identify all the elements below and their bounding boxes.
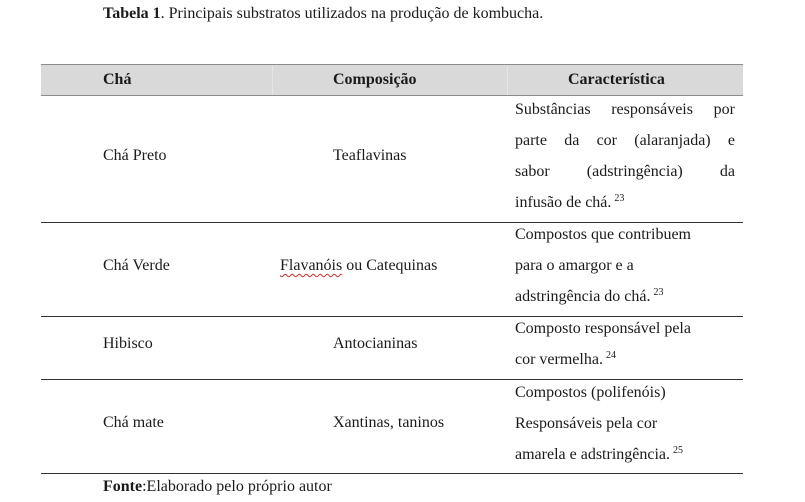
cell-cha: Chá Preto <box>103 147 167 164</box>
cell-cha: Chá mate <box>103 414 164 431</box>
caption-text: . Principais substratos utilizados na produção de kombucha. <box>160 5 544 22</box>
desc-line: adstringência do chá. $^{23}$ <box>515 287 664 305</box>
cell-caracteristica <box>515 377 735 470</box>
cell-composicao: Antocianinas <box>333 335 418 352</box>
cell-caracteristica <box>515 219 735 312</box>
header-composicao: Composição <box>333 71 417 88</box>
cell-caracteristica <box>515 313 735 375</box>
cell-caracteristica <box>515 94 735 218</box>
desc-line: Responsáveis pela cor <box>515 415 658 432</box>
reference-superscript: 23 <box>653 287 664 298</box>
substrates-table <box>41 64 743 474</box>
table-header <box>41 64 743 96</box>
source-text: :Elaborado pelo próprio autor <box>142 478 332 495</box>
desc-line: Compostos (polifenóis) <box>515 384 666 401</box>
header-divider <box>272 66 273 95</box>
header-cha: Chá <box>103 71 132 88</box>
desc-line: infusão de chá. $^{23}$ <box>515 193 625 211</box>
header-caracteristica: Característica <box>568 71 665 88</box>
reference-superscript: 25 <box>673 445 684 456</box>
cell-cha: Chá Verde <box>103 257 170 274</box>
desc-line: sabor (adstringência) da <box>515 163 735 180</box>
cell-cha: Hibisco <box>103 335 153 352</box>
desc-line: Compostos que contribuem <box>515 226 691 243</box>
desc-line: amarela e adstringência. $^{25}$ <box>515 445 684 463</box>
source-label: Fonte <box>103 478 143 495</box>
cell-composicao: Teaflavinas <box>333 147 407 164</box>
desc-line: parte da cor (alaranjada) e <box>515 132 735 149</box>
caption-label: Tabela 1 <box>103 5 161 22</box>
header-divider <box>507 66 508 95</box>
table-bottom-border <box>41 473 743 474</box>
reference-superscript: 23 <box>614 193 625 204</box>
table-caption <box>103 4 543 24</box>
desc-line: cor vermelha. $^{24}$ <box>515 350 616 368</box>
reference-superscript: 24 <box>605 350 616 361</box>
spellcheck-underlined-word: Flavanóis <box>280 257 343 274</box>
desc-line: para o amargor e a <box>515 257 634 274</box>
cell-composicao: Flavanóis ou Catequinas <box>280 257 438 274</box>
desc-line: Composto responsável pela <box>515 320 691 337</box>
desc-line: Substâncias responsáveis por <box>515 101 735 118</box>
cell-composicao: Xantinas, taninos <box>333 414 445 431</box>
table-source <box>103 477 332 497</box>
